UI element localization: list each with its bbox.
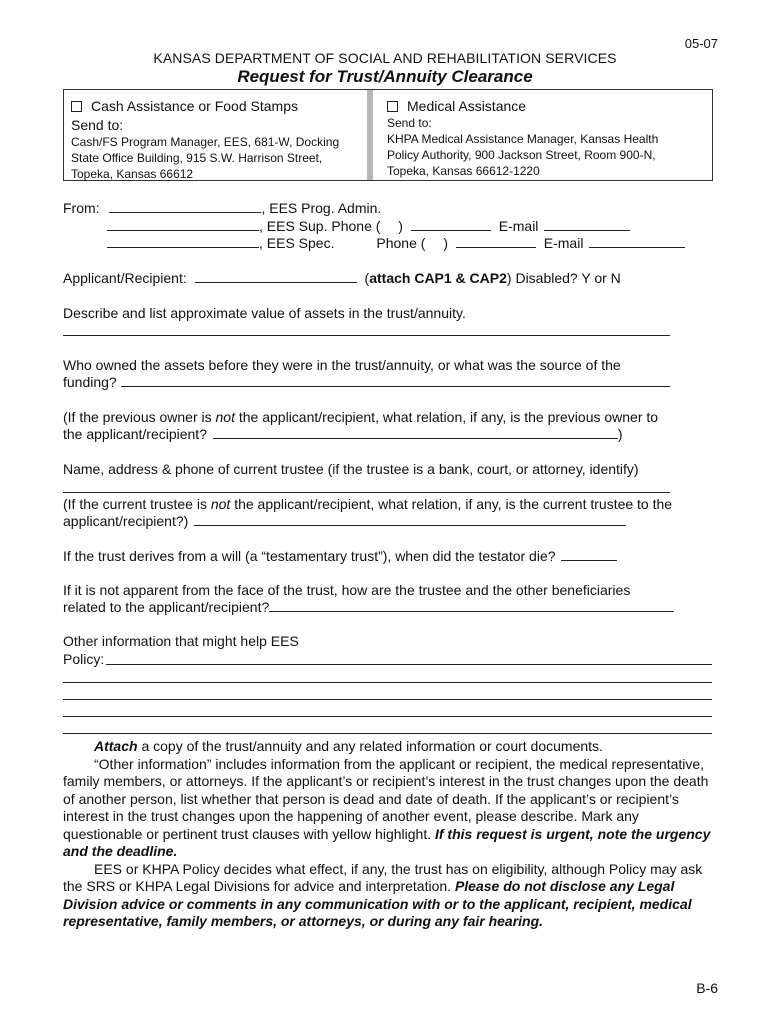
instruction-text: EES or KHPA Policy decides what effect, if any, the trust has on eligibility, although Policy may ask the SRS or KHPA Legal Divisions for advice and interpretation. bbox=[63, 860, 703, 894]
other-info-line-5[interactable] bbox=[63, 733, 712, 734]
instruction-paragraph bbox=[63, 861, 718, 931]
send-to-label: Send to: bbox=[71, 117, 124, 133]
prev-owner-text: (If the previous owner is bbox=[63, 409, 216, 425]
owned-assets-answer-line[interactable] bbox=[121, 386, 670, 387]
from-row-1 bbox=[63, 200, 381, 216]
attach-emphasis: Attach bbox=[94, 738, 138, 754]
other-info-line-1[interactable] bbox=[106, 664, 712, 665]
other-info-label-2: Policy: bbox=[63, 651, 105, 667]
other-info-line-2[interactable] bbox=[63, 682, 712, 683]
paren-close: ) bbox=[443, 235, 448, 251]
specialist-phone-field[interactable] bbox=[456, 235, 536, 248]
instruction-text: a copy of the trust/annuity and any related information or court documents. bbox=[137, 738, 603, 754]
instruction-paragraph bbox=[63, 756, 718, 861]
owned-assets-question-2 bbox=[63, 374, 117, 390]
form-code: 05-07 bbox=[684, 36, 718, 51]
from-row-3 bbox=[107, 235, 685, 251]
current-trustee-relation-field[interactable] bbox=[194, 513, 626, 526]
disclosure-warning: Please do not disclose any Legal Division advice or comments in any communication with or to the applicant, recipient, medical representative, family members, or attorneys, or during any fair hearing. bbox=[63, 878, 692, 929]
applicant-label: Applicant/Recipient: bbox=[63, 270, 187, 286]
trustee-answer-line[interactable] bbox=[63, 492, 670, 493]
cur-trustee-text: applicant/recipient?) bbox=[63, 513, 189, 529]
attach-open: ( bbox=[364, 270, 370, 286]
medical-assistance-column bbox=[373, 90, 712, 180]
cur-trustee-text: (If the current trustee is bbox=[63, 496, 211, 512]
send-to-label: Send to: bbox=[387, 116, 432, 130]
address-line: Policy Authority, 900 Jackson Street, Room 900-N, bbox=[387, 148, 656, 162]
attach-cap-note: attach CAP1 & CAP2 bbox=[369, 270, 507, 286]
spec-label: , EES Spec. bbox=[259, 235, 335, 251]
supervisor-email-field[interactable] bbox=[544, 218, 630, 231]
other-info-line-3[interactable] bbox=[63, 699, 712, 700]
beneficiaries-question-1: If it is not apparent from the face of the trust, how are the trustee and the other beneficiaries bbox=[63, 582, 631, 598]
supervisor-phone-field[interactable] bbox=[411, 218, 491, 231]
cash-assistance-label: Cash Assistance or Food Stamps bbox=[91, 98, 298, 114]
funding-label: funding? bbox=[63, 374, 117, 390]
page-number: B-6 bbox=[696, 980, 718, 996]
previous-owner-relation-field[interactable] bbox=[213, 426, 618, 439]
not-emphasis: not bbox=[210, 496, 231, 512]
cur-trustee-text: the applicant/recipient, what relation, if any, is the current trustee to the bbox=[230, 496, 673, 512]
close-paren: ) bbox=[617, 426, 623, 442]
phone-label: Phone ( bbox=[376, 235, 426, 251]
previous-owner-question-2 bbox=[63, 426, 623, 442]
address-line: Topeka, Kansas 66612-1220 bbox=[387, 164, 540, 178]
sup-phone-label: , EES Sup. Phone ( bbox=[259, 218, 381, 234]
trustee-question: Name, address & phone of current trustee (if the trustee is a bank, court, or attorney, identify) bbox=[63, 461, 639, 477]
applicant-name-field[interactable] bbox=[195, 270, 357, 283]
urgency-emphasis: If this request is urgent, note the urgency and the deadline. bbox=[63, 825, 711, 859]
related-text: related to the applicant/recipient? bbox=[63, 599, 270, 615]
from-row-2 bbox=[107, 218, 630, 234]
supervisor-name-field[interactable] bbox=[107, 218, 259, 231]
not-emphasis: not bbox=[215, 409, 235, 425]
instructions bbox=[63, 738, 718, 931]
previous-owner-question-1 bbox=[63, 409, 658, 425]
medical-assistance-option[interactable] bbox=[387, 98, 712, 114]
prog-admin-name-field[interactable] bbox=[109, 200, 261, 213]
beneficiaries-question-2 bbox=[63, 599, 674, 615]
prev-owner-text: the applicant/recipient? bbox=[63, 426, 207, 442]
address-line: Topeka, Kansas 66612 bbox=[71, 167, 194, 181]
khpa-address bbox=[387, 131, 712, 179]
other-info-label-1: Other information that might help EES bbox=[63, 633, 299, 649]
owned-assets-question-1: Who owned the assets before they were in the trust/annuity, or what was the source of the bbox=[63, 357, 621, 373]
other-info-line-4[interactable] bbox=[63, 716, 712, 717]
from-label: From: bbox=[63, 200, 100, 216]
paren-close: ) bbox=[398, 218, 403, 234]
describe-assets-question: Describe and list approximate value of assets in the trust/annuity. bbox=[63, 305, 466, 321]
address-line: KHPA Medical Assistance Manager, Kansas Health bbox=[387, 132, 659, 146]
testator-death-date-field[interactable] bbox=[561, 548, 617, 561]
prog-admin-label: , EES Prog. Admin. bbox=[261, 200, 382, 216]
form-title: Request for Trust/Annuity Clearance bbox=[237, 67, 533, 86]
prev-owner-text: the applicant/recipient, what relation, if any, is the previous owner to bbox=[234, 409, 659, 425]
specialist-email-field[interactable] bbox=[589, 235, 685, 248]
medical-assistance-checkbox[interactable] bbox=[387, 101, 398, 112]
send-to-box bbox=[63, 89, 713, 181]
testator-question bbox=[63, 548, 617, 564]
cash-assistance-checkbox[interactable] bbox=[71, 101, 82, 112]
current-trustee-question-1 bbox=[63, 496, 672, 512]
email-label: E-mail bbox=[543, 235, 584, 251]
agency-name: KANSAS DEPARTMENT OF SOCIAL AND REHABILITATION SERVICES bbox=[153, 50, 617, 66]
applicant-row bbox=[63, 270, 621, 286]
email-label: E-mail bbox=[498, 218, 539, 234]
cash-fs-address bbox=[71, 134, 367, 182]
beneficiaries-relation-field[interactable] bbox=[269, 599, 674, 612]
describe-assets-answer-line[interactable] bbox=[63, 335, 670, 336]
address-line: Cash/FS Program Manager, EES, 681-W, Docking bbox=[71, 135, 340, 149]
cash-assistance-option[interactable] bbox=[71, 98, 367, 114]
instruction-paragraph bbox=[63, 738, 718, 756]
address-line: State Office Building, 915 S.W. Harrison Street, bbox=[71, 151, 323, 165]
will-text: If the trust derives from a will (a “testamentary trust”), when did the testator die? bbox=[63, 548, 556, 564]
medical-assistance-label: Medical Assistance bbox=[407, 98, 527, 114]
disabled-question: ) Disabled? Y or N bbox=[506, 270, 621, 286]
current-trustee-question-2 bbox=[63, 513, 626, 529]
specialist-name-field[interactable] bbox=[107, 235, 259, 248]
cash-food-stamps-column bbox=[64, 90, 373, 180]
instruction-text: “Other information” includes information from the applicant or recipient, the medical representative, family members, or attorneys. If the applicant’s or recipient’s interest in the trust changes upon the death of another person, list whether that person is dead and date of death. If the applicant’s or recipient’s interest in the trust changes upon the happening of another event, please describe. Mark any questionable or pertinent trust clauses with yellow highlight. bbox=[63, 755, 709, 842]
